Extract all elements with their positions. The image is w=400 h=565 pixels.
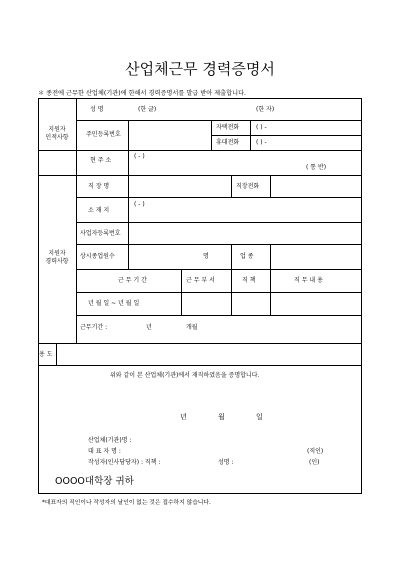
form-border-bottom: [38, 493, 362, 494]
col-line: [270, 269, 271, 315]
address-label: 현 주 소: [90, 157, 112, 164]
applicant-group-label: 지원자 인적사항: [45, 126, 69, 141]
home-phone-label: 자택전화: [216, 124, 240, 131]
company-phone-label: 직장전화: [236, 183, 260, 190]
location-zip-field[interactable]: ( - ): [134, 201, 145, 208]
row-line: [211, 135, 362, 136]
col-line: [231, 244, 232, 269]
col-line: [211, 120, 212, 150]
row-line: [76, 292, 362, 293]
col-line: [270, 244, 271, 269]
issue-day: 일: [256, 413, 263, 421]
period-field[interactable]: 년 월 일 ~ 년 월 일: [88, 300, 140, 307]
official-seal-label: (직인): [307, 448, 324, 455]
form-border-top: [38, 98, 362, 99]
total-year-unit: 년: [146, 324, 152, 331]
row-line: [38, 365, 362, 366]
col-line: [181, 269, 182, 315]
address-zip-field[interactable]: ( - ): [134, 153, 145, 160]
row-line: [76, 120, 362, 121]
col-line: [128, 120, 129, 175]
row-line: [38, 150, 362, 151]
form-border-right: [361, 98, 362, 494]
col-line: [250, 120, 251, 150]
mobile-field[interactable]: ( ) -: [256, 139, 267, 146]
issue-month: 월: [218, 413, 225, 421]
home-phone-field[interactable]: ( ) -: [256, 124, 267, 131]
company-name-label: 직 장 명: [88, 183, 110, 190]
name-hanja-field[interactable]: (한 자): [256, 106, 275, 113]
employees-unit: 명: [203, 253, 209, 260]
employees-label: 상시종업원수: [80, 253, 115, 260]
recipient-line: OOOO대학장 귀하: [55, 476, 134, 487]
col-line: [231, 175, 232, 197]
ceo-name-label: 대 표 자 명 :: [88, 448, 121, 455]
location-label: 소 재 지: [88, 207, 110, 214]
row-line: [38, 343, 362, 344]
purpose-label: 용 도: [39, 351, 53, 358]
total-period-label: 근무기간 :: [80, 324, 108, 331]
position-header: 직 책: [242, 277, 256, 284]
issue-year: 년: [180, 413, 187, 421]
certification-statement: 위와 같이 본 산업체(기관)에서 재직하였음을 증명합니다.: [110, 372, 260, 379]
company-name-sign-label: 산업체(기관)명 :: [88, 437, 132, 444]
department-header: 근 무 부 서: [186, 277, 215, 284]
address-tong-ban: ( 통 반): [306, 164, 327, 171]
writer-seal-label: (인): [309, 459, 320, 466]
document-title: 산업체근무 경력증명서: [125, 60, 275, 78]
writer-name-label: 성명 :: [218, 459, 234, 466]
name-korean-field[interactable]: (한 글): [138, 106, 157, 113]
instruction-note: ＊ 종전에 근무한 산업체(기관)에 한해서 경력증명서를 발급 받아 제출합니다.: [38, 90, 247, 97]
col-line: [270, 175, 271, 197]
row-line: [76, 269, 362, 270]
period-header: 근 무 기 간: [118, 277, 147, 284]
row-line: [76, 244, 362, 245]
col-line: [56, 343, 57, 365]
duties-header: 직 무 내 용: [294, 277, 323, 284]
col-line: [128, 175, 129, 269]
row-line: [38, 175, 362, 176]
writer-position-label: 작성자(인사담당자) : 직책 :: [88, 459, 161, 466]
name-label: 성 명: [90, 106, 104, 113]
industry-label: 업 종: [240, 253, 254, 260]
certificate-form: [38, 98, 362, 494]
col-line: [231, 269, 232, 315]
bizreg-label: 사업자등록번호: [80, 230, 121, 237]
row-line: [76, 315, 362, 316]
footer-note: *대표자의 직인이나 작성자의 날인이 없는 것은 접수하지 않습니다.: [42, 500, 211, 506]
row-line: [76, 197, 362, 198]
row-line: [76, 222, 362, 223]
mobile-label: 휴대전화: [216, 139, 240, 146]
form-border-left: [38, 98, 39, 494]
col-line: [76, 98, 77, 343]
total-month-unit: 개월: [186, 324, 198, 331]
rrn-label: 주민등록번호: [86, 131, 121, 138]
career-group-label: 지원자 경력사항: [45, 250, 69, 265]
